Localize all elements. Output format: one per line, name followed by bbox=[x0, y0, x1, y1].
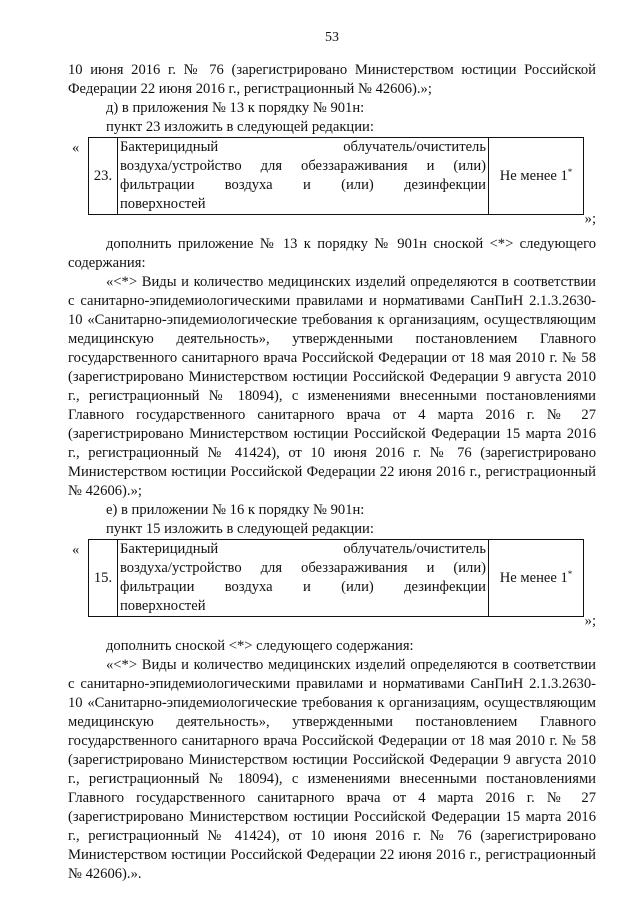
footnote-mark: * bbox=[567, 166, 573, 177]
add-footnote-16: дополнить сноской <*> следующего содержания: bbox=[106, 638, 414, 654]
table-cell-description bbox=[118, 138, 489, 215]
close-quote: »; bbox=[584, 613, 596, 629]
page-number: 53 bbox=[325, 30, 339, 45]
table-row bbox=[89, 138, 584, 215]
item-d: д) в приложения № 13 к порядку № 901н: bbox=[106, 100, 365, 116]
quantity-value: Не менее 1 bbox=[499, 569, 568, 586]
item-e: е) в приложении № 16 к порядку № 901н: bbox=[106, 502, 365, 518]
desc-line: воздуха/устройство для обеззараживания и (или) bbox=[120, 560, 486, 576]
desc-line: Бактерицидный облучатель/очиститель bbox=[120, 541, 486, 557]
table-cell-number: 23. bbox=[89, 138, 118, 215]
footnote-mark: * bbox=[567, 568, 573, 579]
table-cell-number: 15. bbox=[89, 540, 118, 617]
document-body bbox=[68, 61, 596, 884]
open-quote: « bbox=[72, 542, 80, 558]
desc-line: фильтрации воздуха и (или) дезинфекции bbox=[120, 579, 486, 595]
insert-table-1 bbox=[88, 137, 584, 215]
paragraph-registration-tail: 10 июня 2016 г. № 76 (зарегистрировано Министерством юстиции Российской Федерации 22 июня 2016 г., регистрационный № 42606).»; bbox=[68, 62, 596, 97]
desc-line: фильтрации воздуха и (или) дезинфекции bbox=[120, 177, 486, 193]
item-e-point: пункт 15 изложить в следующей редакции: bbox=[106, 521, 374, 537]
table-cell-description bbox=[118, 540, 489, 617]
add-footnote-13: дополнить приложение № 13 к порядку № 901н сноской <*> следующего содержания: bbox=[68, 236, 596, 271]
item-d-point: пункт 23 изложить в следующей редакции: bbox=[106, 119, 374, 135]
desc-line: Бактерицидный облучатель/очиститель bbox=[120, 139, 486, 155]
quantity-value: Не менее 1 bbox=[499, 167, 568, 184]
insert-table-2 bbox=[88, 539, 584, 617]
desc-line: воздуха/устройство для обеззараживания и (или) bbox=[120, 158, 486, 174]
insert-table-2-wrapper bbox=[68, 539, 596, 637]
table-cell-quantity bbox=[489, 138, 584, 215]
close-quote: »; bbox=[584, 211, 596, 227]
table-row bbox=[89, 540, 584, 617]
open-quote: « bbox=[72, 140, 80, 156]
footnote-text-2: «<*> Виды и количество медицинских изделий определяются в соответствии с санитарно-эпидемиологическими правилами и нормативами СанПиН 2.1.3.2630-10 «Санитарно-эпидемиологические требования к организациям, осуществляющим медицинскую деятельность», утвержденными постановлением Главного государственного санитарного врача Российской Федерации от 18 мая 2010 г. № 58 (зарегистрировано Министерством юстиции Российской Федерации 9 августа 2010 г., регистрационный № 18094), с изменениями внесенными постановлениями Главного государственного санитарного врача от 4 марта 2016 г. № 27 (зарегистрировано Министерством юстиции Российской Федерации 15 марта 2016 г., регистрационный № 41424), от 10 июня 2016 г. № 76 (зарегистрировано Министерством юстиции Российской Федерации 22 июня 2016 г., регистрационный № 42606).». bbox=[68, 657, 596, 882]
footnote-text-1: «<*> Виды и количество медицинских изделий определяются в соответствии с санитарно-эпидемиологическими правилами и нормативами СанПиН 2.1.3.2630-10 «Санитарно-эпидемиологические требования к организациям, осуществляющим медицинскую деятельность», утвержденными постановлением Главного государственного санитарного врача Российской Федерации от 18 мая 2010 г. № 58 (зарегистрировано Министерством юстиции Российской Федерации 9 августа 2010 г., регистрационный № 18094), с изменениями внесенными постановлениями Главного государственного санитарного врача от 4 марта 2016 г. № 27 (зарегистрировано Министерством юстиции Российской Федерации 15 марта 2016 г., регистрационный № 41424), от 10 июня 2016 г. № 76 (зарегистрировано Министерством юстиции Российской Федерации 22 июня 2016 г., регистрационный № 42606).»; bbox=[68, 274, 596, 499]
desc-line: поверхностей bbox=[120, 598, 206, 614]
table-cell-quantity bbox=[489, 540, 584, 617]
desc-line: поверхностей bbox=[120, 196, 206, 212]
insert-table-1-wrapper bbox=[68, 137, 596, 235]
